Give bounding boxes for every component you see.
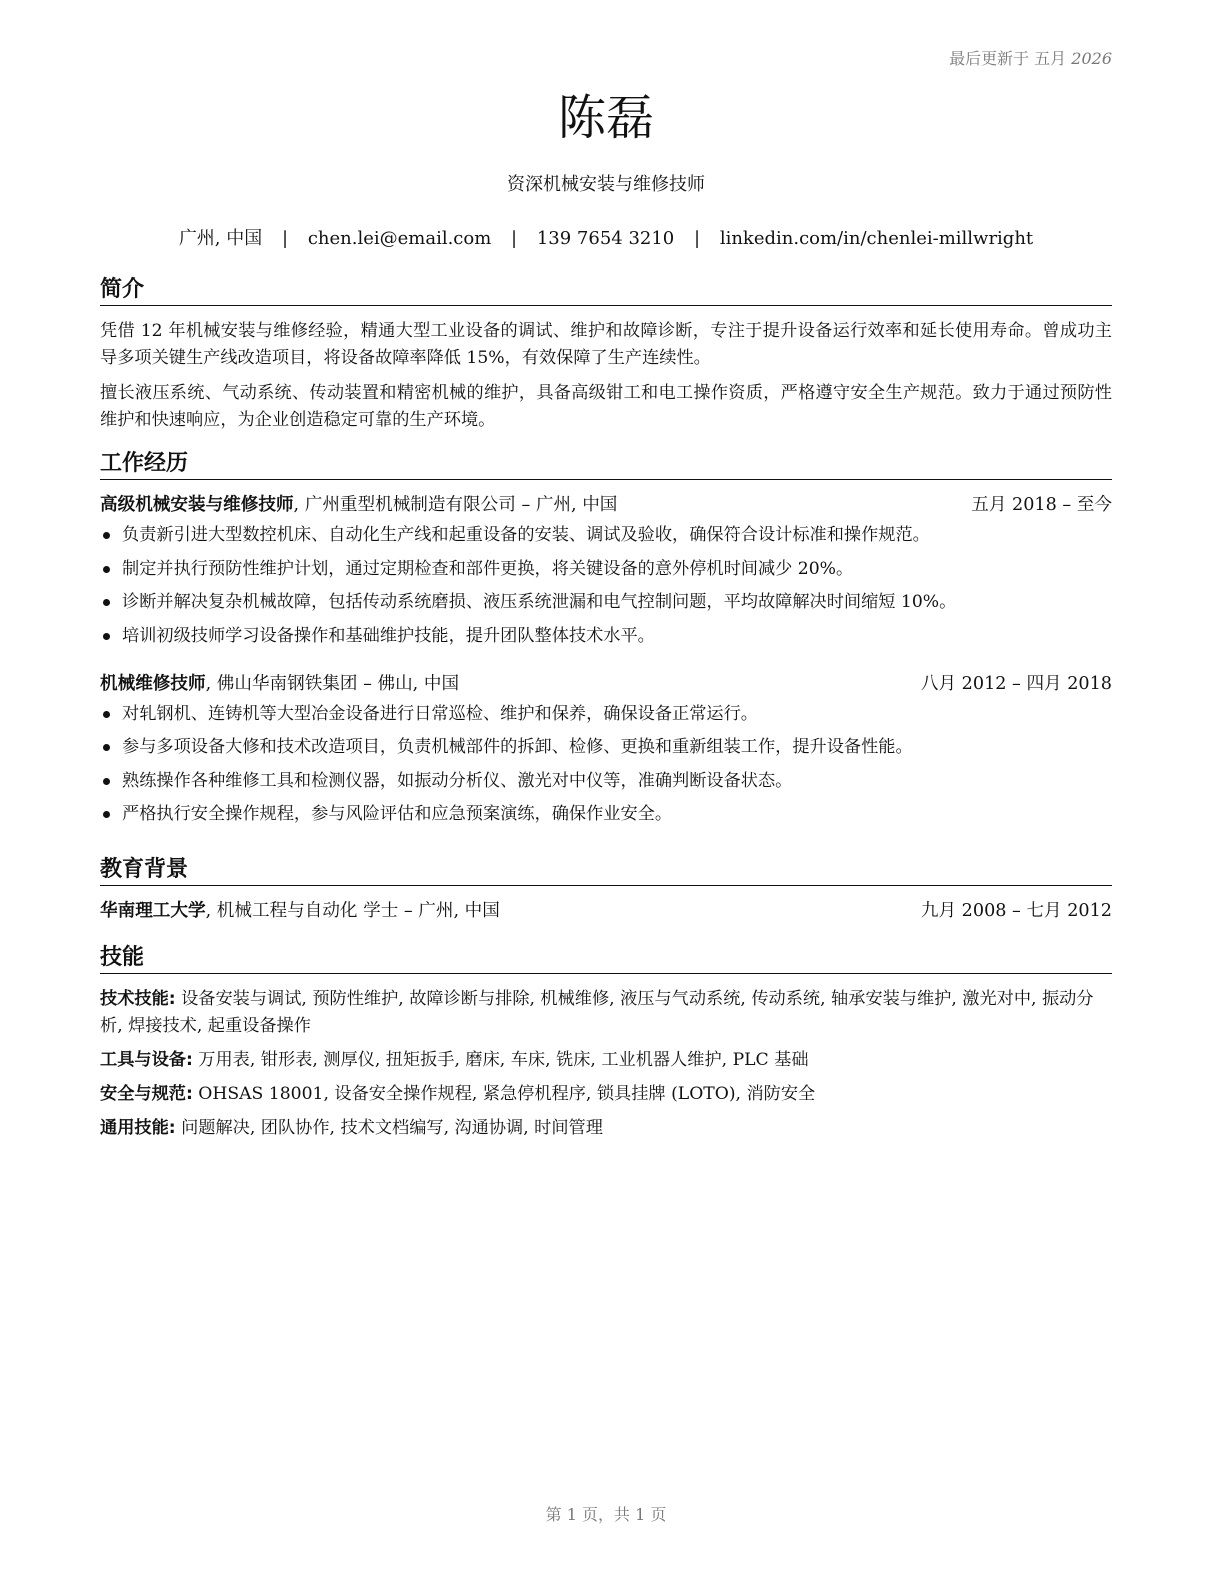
skill-row xyxy=(100,1047,1112,1074)
skill-label: 安全与规范: xyxy=(100,1084,193,1104)
education-dates: 九月 2008 – 七月 2012 xyxy=(920,901,1112,921)
education-title-line xyxy=(100,898,500,924)
candidate-name: 陈磊 xyxy=(557,90,654,146)
job-header xyxy=(100,492,1112,518)
skill-label: 工具与设备: xyxy=(100,1050,193,1070)
section-title-experience: 工作经历 xyxy=(100,450,1112,480)
job-title-line xyxy=(100,671,459,697)
skills-section xyxy=(100,944,1112,1149)
job-bullet xyxy=(100,623,1112,649)
bullet-icon xyxy=(103,778,110,785)
summary-paragraph: 凭借 12 年机械安装与维修经验，精通大型工业设备的调试、维护和故障诊断，专注于提升设备运行效率和延长使用寿命。曾成功主导多项关键生产线改造项目，将设备故障率降低 15%，有效保障了生产连续性。 xyxy=(100,321,1112,368)
skill-value: 问题解决, 团队协作, 技术文档编写, 沟通协调, 时间管理 xyxy=(175,1118,603,1138)
job-dates: 五月 2018 – 至今 xyxy=(971,495,1112,515)
job-title-line xyxy=(100,492,617,518)
skill-value: 万用表, 钳形表, 测厚仪, 扭矩扳手, 磨床, 车床, 铣床, 工业机器人维护, PLC 基础 xyxy=(192,1050,809,1070)
skill-row xyxy=(100,986,1112,1040)
bullet-icon xyxy=(103,711,110,718)
bullet-icon xyxy=(103,532,110,539)
contact-phone[interactable]: 139 7654 3210 xyxy=(536,228,675,249)
job-bullets xyxy=(100,701,1112,828)
skill-label: 通用技能: xyxy=(100,1118,176,1138)
resume-page xyxy=(100,0,1112,1584)
skill-value: 设备安装与调试, 预防性维护, 故障诊断与排除, 机械维修, 液压与气动系统, 传动系统, 轴承安装与维护, 激光对中, 振动分析, 焊接技术, 起重设备操作 xyxy=(100,989,1094,1036)
job-bullet xyxy=(100,556,1112,582)
contact-email[interactable]: chen.lei@email.com xyxy=(307,228,492,249)
education-section xyxy=(100,856,1112,924)
job-role: 高级机械安装与维修技师 xyxy=(100,495,294,515)
job-role: 机械维修技师 xyxy=(100,673,206,694)
bullet-icon xyxy=(103,744,110,751)
skill-row xyxy=(100,1081,1112,1108)
job-bullet xyxy=(100,801,1112,827)
bullet-text: 严格执行安全操作规程，参与风险评估和应急预案演练，确保作业安全。 xyxy=(122,804,673,824)
job-org: , 广州重型机械制造有限公司 – 广州, 中国 xyxy=(293,495,618,515)
contact-separator: | xyxy=(694,228,701,249)
bullet-text: 对轧钢机、连铸机等大型冶金设备进行日常巡检、维护和保养，确保设备正常运行。 xyxy=(122,703,758,724)
contact-separator: | xyxy=(511,228,518,249)
contact-separator: | xyxy=(282,228,289,249)
experience-section xyxy=(100,450,1112,835)
job-bullet xyxy=(100,734,1112,760)
bullet-text: 负责新引进大型数控机床、自动化生产线和起重设备的安装、调试及验收，确保符合设计标准和操作规范。 xyxy=(122,525,930,545)
job-entry xyxy=(100,492,1112,649)
education-detail: , 机械工程与自动化 学士 – 广州, 中国 xyxy=(205,901,500,921)
bullet-text: 参与多项设备大修和技术改造项目，负责机械部件的拆卸、检修、更换和重新组装工作，提升设备性能。 xyxy=(122,737,913,757)
job-bullet xyxy=(100,701,1112,727)
job-entry xyxy=(100,671,1112,828)
contact-linkedin[interactable]: linkedin.com/in/chenlei-millwright xyxy=(719,228,1034,249)
job-bullet xyxy=(100,589,1112,615)
bullet-text: 制定并执行预防性维护计划，通过定期检查和部件更换，将关键设备的意外停机时间减少 20%。 xyxy=(122,558,854,579)
summary-section xyxy=(100,276,1112,442)
bullet-icon xyxy=(103,599,110,606)
job-bullets xyxy=(100,522,1112,649)
summary-paragraph: 擅长液压系统、气动系统、传动装置和精密机械的维护，具备高级钳工和电工操作资质，严格遵守安全生产规范。致力于通过预防性维护和快速响应，为企业创造稳定可靠的生产环境。 xyxy=(100,383,1112,430)
bullet-text: 诊断并解决复杂机械故障，包括传动系统磨损、液压系统泄漏和电气控制问题，平均故障解决时间缩短 10%。 xyxy=(122,592,957,612)
education-school: 华南理工大学 xyxy=(100,901,206,921)
bullet-icon xyxy=(103,566,110,573)
contact-location: 广州, 中国 xyxy=(178,228,263,249)
job-bullet xyxy=(100,522,1112,548)
skill-value: OHSAS 18001, 设备安全操作规程, 紧急停机程序, 锁具挂牌 (LOTO), 消防安全 xyxy=(192,1084,816,1104)
contact-line xyxy=(100,224,1112,250)
job-org: , 佛山华南钢铁集团 – 佛山, 中国 xyxy=(205,673,460,694)
skill-label: 技术技能: xyxy=(100,989,176,1009)
job-bullet xyxy=(100,768,1112,794)
bullet-text: 熟练操作各种维修工具和检测仪器，如振动分析仪、激光对中仪等，准确判断设备状态。 xyxy=(122,770,793,791)
last-updated-prefix: 最后更新于 五月 xyxy=(949,49,1067,68)
last-updated xyxy=(949,46,1112,69)
section-title-skills: 技能 xyxy=(100,944,1112,974)
bullet-icon xyxy=(103,633,110,640)
section-title-summary: 简介 xyxy=(100,276,1112,306)
job-header xyxy=(100,671,1112,697)
page-number: 第 1 页，共 1 页 xyxy=(545,1505,667,1524)
education-entry xyxy=(100,898,1112,924)
last-updated-year: 2026 xyxy=(1071,49,1112,68)
section-title-education: 教育背景 xyxy=(100,856,1112,886)
job-dates: 八月 2012 – 四月 2018 xyxy=(920,673,1112,694)
bullet-text: 培训初级技师学习设备操作和基础维护技能，提升团队整体技术水平。 xyxy=(122,625,655,646)
bullet-icon xyxy=(103,811,110,818)
skill-row xyxy=(100,1115,1112,1142)
candidate-headline: 资深机械安装与维修技师 xyxy=(507,174,705,195)
